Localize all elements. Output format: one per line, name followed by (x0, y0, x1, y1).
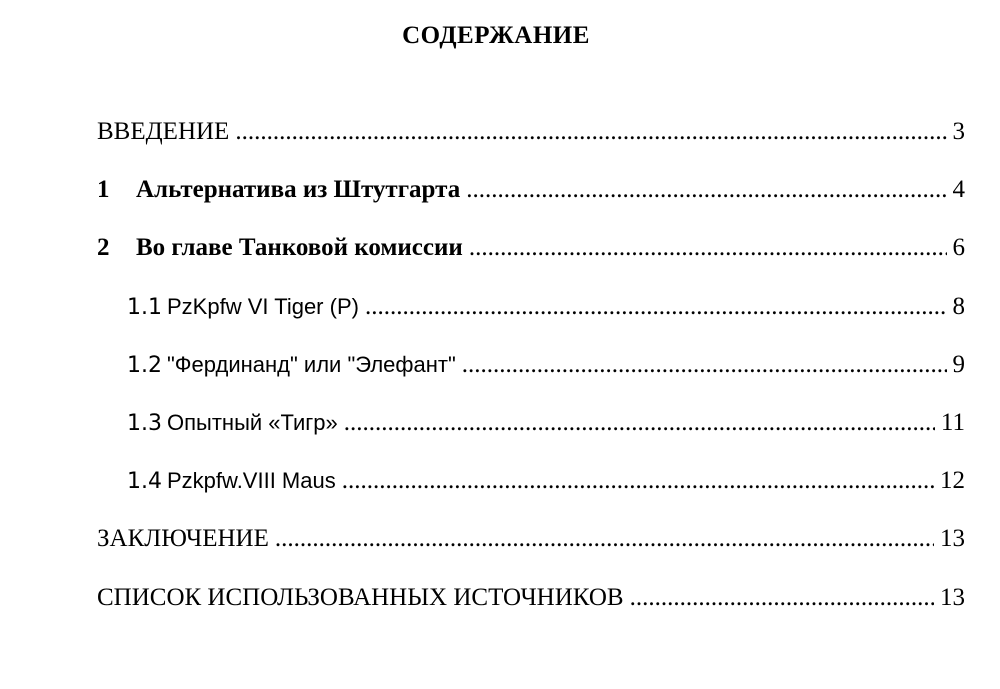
dot-leader (342, 463, 934, 499)
toc-page-number: 3 (952, 118, 965, 145)
toc-entry-text: ВВЕДЕНИЕ (97, 118, 230, 145)
toc-page-number: 12 (940, 467, 965, 495)
toc-entry-text: Во главе Танковой комиссии (136, 234, 463, 262)
toc-entry-references[interactable] (97, 580, 965, 638)
toc-entry-chapter-1[interactable] (97, 172, 965, 230)
dot-leader (469, 230, 947, 266)
dot-leader (344, 405, 935, 441)
table-of-contents (97, 114, 965, 638)
toc-entry-text: ЗАКЛЮЧЕНИЕ (97, 525, 269, 553)
toc-entry-text: PzKpfw VI Tiger (P) (167, 293, 359, 319)
dot-leader (365, 289, 947, 325)
dot-leader (466, 172, 946, 208)
page-title: СОДЕРЖАНИЕ (402, 22, 590, 49)
toc-entry-section-1-2[interactable] (97, 347, 965, 405)
dot-leader (462, 347, 947, 383)
toc-entry-text: "Фердинанд" или "Элефант" (167, 351, 456, 377)
dot-leader (630, 580, 934, 616)
toc-entry-section-1-3[interactable] (97, 405, 965, 463)
dot-leader (275, 521, 934, 557)
toc-entry-text: Pzkpfw.VIII Maus (167, 468, 336, 494)
toc-entry-number: 1.1 (127, 294, 162, 320)
toc-entry-introduction[interactable] (97, 114, 965, 172)
toc-entry-number: 1.3 (127, 410, 162, 436)
toc-entry-number: 1.4 (127, 469, 162, 495)
toc-entry-number: 1 (97, 176, 110, 204)
toc-entry-text: Опытный «Тигр» (167, 409, 338, 435)
toc-entry-section-1-4[interactable] (97, 463, 965, 521)
toc-entry-text: Альтернатива из Штутгарта (136, 176, 461, 204)
toc-entry-text: СПИСОК ИСПОЛЬЗОВАННЫХ ИСТОЧНИКОВ (97, 583, 624, 611)
toc-page-number: 11 (940, 408, 965, 436)
toc-page-number: 13 (940, 583, 965, 611)
toc-page-number: 6 (952, 234, 965, 262)
toc-entry-number: 1.2 (127, 352, 162, 378)
dot-leader (235, 114, 946, 150)
toc-entry-number: 2 (97, 234, 110, 262)
toc-entry-section-1-1[interactable] (97, 289, 965, 347)
toc-entry-conclusion[interactable] (97, 521, 965, 579)
toc-page-number: 9 (952, 350, 965, 378)
toc-entry-chapter-2[interactable] (97, 230, 965, 288)
toc-page-number: 13 (940, 525, 965, 553)
toc-page-number: 4 (952, 176, 965, 204)
toc-page-number: 8 (952, 292, 965, 320)
